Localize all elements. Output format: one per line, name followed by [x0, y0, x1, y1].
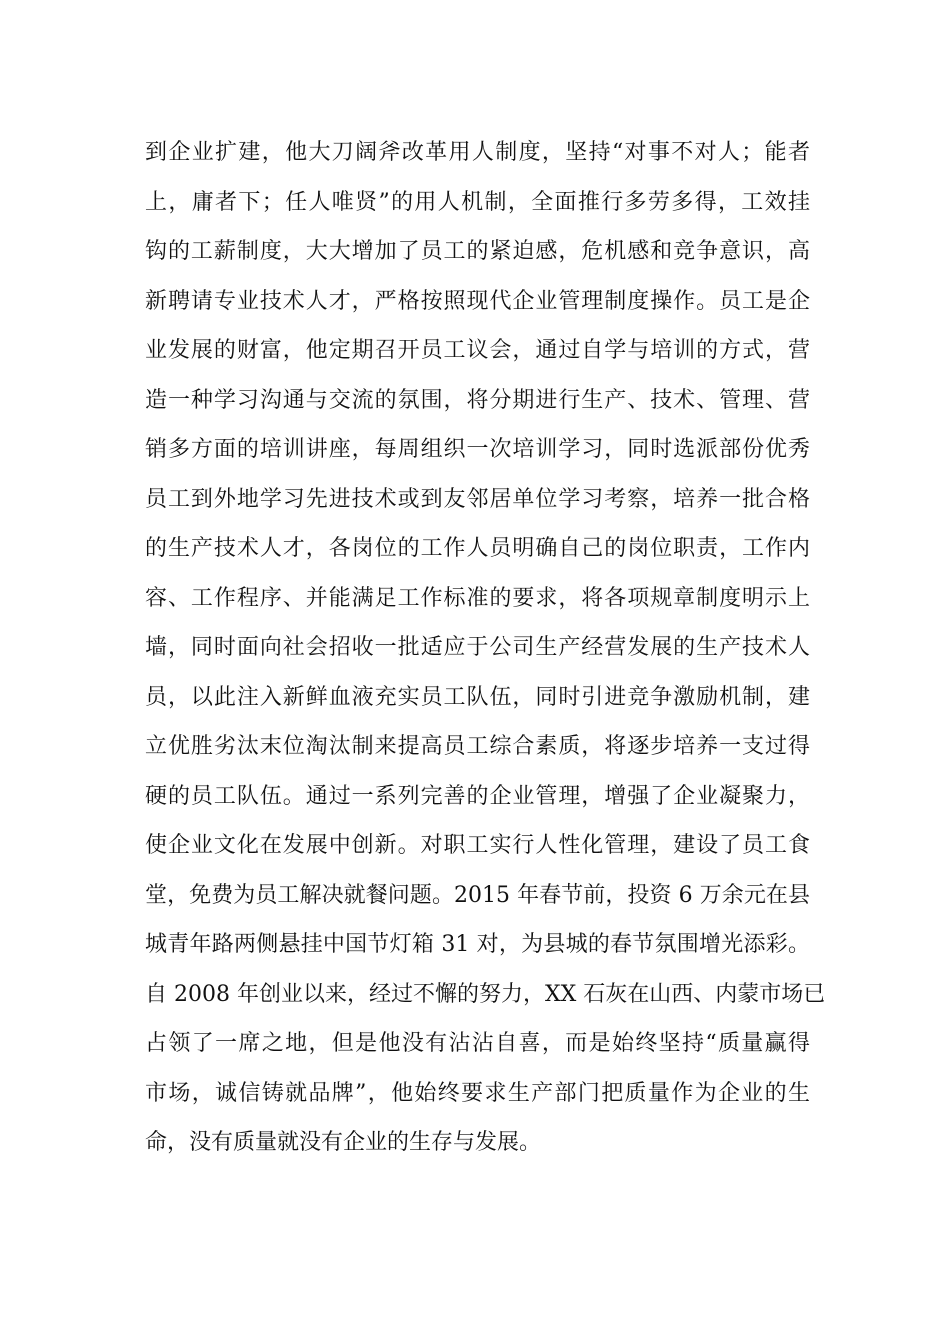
text-line: 立优胜劣汰末位淘汰制来提高员工综合素质，将逐步培养一支过得 — [145, 734, 810, 759]
text-line: 命，没有质量就没有企业的生存与发展。 — [145, 1130, 542, 1155]
text-line: 上，庸者下；任人唯贤”的用人机制，全面推行多劳多得，工效挂 — [145, 189, 810, 215]
text-line: 占领了一席之地，但是他没有沾沾自喜，而是始终坚持“质量赢得 — [145, 1031, 810, 1056]
text-line: 自 2008 年创业以来，经过不懈的努力，XX 石灰在山西、内蒙市场已 — [145, 981, 826, 1007]
text-line: 造一种学习沟通与交流的氛围，将分期进行生产、技术、管理、营 — [145, 387, 810, 413]
text-line: 的生产技术人才，各岗位的工作人员明确自己的岗位职责，工作内 — [145, 536, 810, 561]
text-line: 到企业扩建，他大刀阔斧改革用人制度，坚持“对事不对人；能者 — [145, 140, 810, 165]
text-line: 员工到外地学习先进技术或到友邻居单位学习考察，培养一批合格 — [145, 486, 810, 512]
text-line: 容、工作程序、并能满足工作标准的要求，将各项规章制度明示上 — [145, 585, 810, 611]
text-line: 墙，同时面向社会招收一批适应于公司生产经营发展的生产技术人 — [145, 635, 810, 660]
text-line: 使企业文化在发展中创新。对职工实行人性化管理，建设了员工食 — [145, 833, 810, 858]
text-line: 销多方面的培训讲座，每周组织一次培训学习，同时选派部份优秀 — [145, 437, 810, 462]
text-line: 钩的工薪制度，大大增加了员工的紧迫感，危机感和竞争意识，高 — [145, 239, 810, 264]
text-line: 新聘请专业技术人才，严格按照现代企业管理制度操作。员工是企 — [145, 288, 810, 314]
text-line: 硬的员工队伍。通过一系列完善的企业管理，增强了企业凝聚力， — [145, 783, 810, 809]
text-line: 员，以此注入新鲜血液充实员工队伍，同时引进竞争激励机制，建 — [145, 684, 810, 710]
text-line: 市场，诚信铸就品牌”，他始终要求生产部门把质量作为企业的生 — [145, 1080, 810, 1106]
body-text — [145, 128, 826, 1168]
text-line: 城青年路两侧悬挂中国节灯箱 31 对，为县城的春节氛围增光添彩。 — [145, 932, 810, 957]
text-line: 堂，免费为员工解决就餐问题。2015 年春节前，投资 6 万余元在县 — [145, 882, 810, 908]
text-line: 业发展的财富，他定期召开员工议会，通过自学与培训的方式，营 — [145, 338, 810, 363]
